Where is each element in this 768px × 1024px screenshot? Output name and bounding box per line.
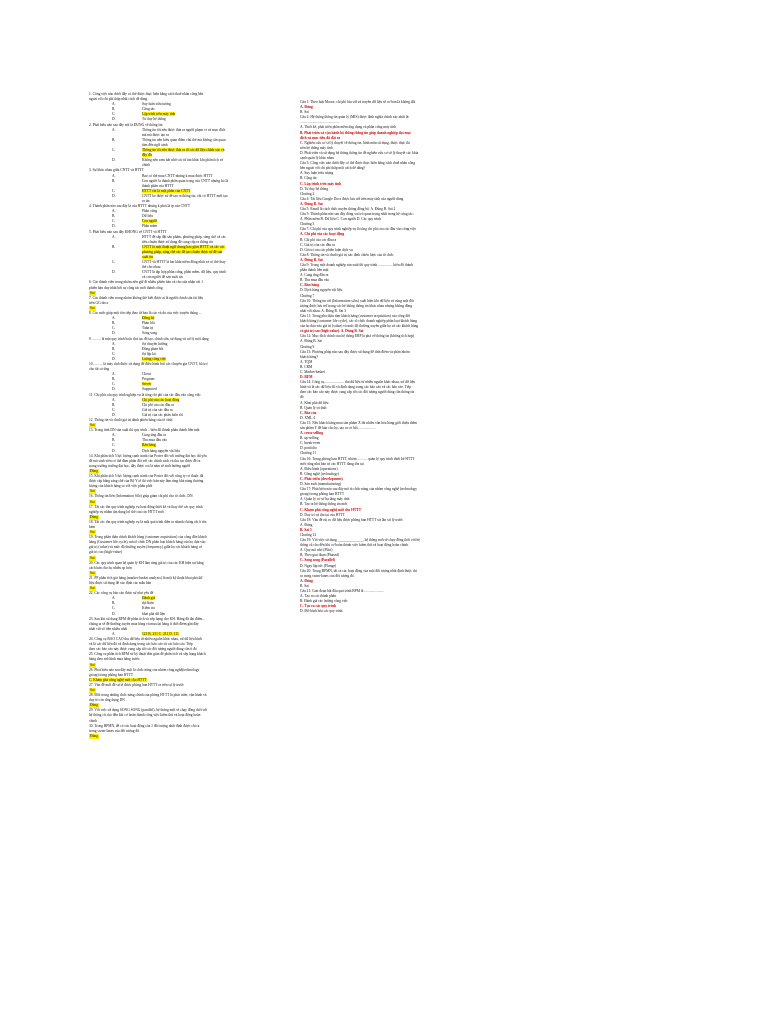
line-text: 12. Thông tin và chuỗi giá trị dành phiếu hàng của tổ chức — [89, 418, 174, 422]
option-text: Chi phí của các đầu ra — [142, 402, 175, 407]
line-text: C. Giá trị của các đầu ra — [300, 242, 335, 247]
option-letter: D. — [112, 356, 116, 361]
line-text: D. Mô hình hóa các quy trình — [300, 609, 343, 614]
option-text: Thông tin tốt nên được đưa ra từ các dữ liệu chính xác và — [142, 148, 225, 153]
option-letter: C. — [112, 326, 116, 331]
option-text: Sự lặp lại — [142, 351, 156, 356]
option-text: Không nên xem bất nhờ các từ tăn khác khi phân tích và — [142, 158, 224, 163]
option-letter: A. — [112, 316, 116, 321]
line-text: B. Phát triển và vận hành hệ thống thông tin giúp doanh nghiệp đạt mục — [300, 130, 412, 135]
line-text: hình và là các dữ liệu đó và định dạng trong các báo cáo và các báo cáo. Tiếp — [300, 385, 412, 390]
line-text: D. Dịch hàng nguyên vật liệu — [300, 288, 343, 293]
line-text: B. Thu mua đầu vào — [300, 278, 330, 283]
line-text: Sai — [90, 570, 95, 575]
line-text: sản phẩm Y để bán cho họ, tạo ra cơ hội ................... — [300, 426, 376, 430]
line-text: lượng của khách hàng so với việc phân phối — [89, 484, 153, 489]
line-text: Sai — [90, 586, 95, 591]
option-letter: D. — [112, 611, 116, 616]
option-text: dự đoán — [142, 601, 154, 606]
option-letter: A. — [112, 127, 116, 132]
line-text: 24. Công cụ BÁO CÁO thu dữ liệu từ nhiều nguồn khác nhau, xử dữ liệu hình — [89, 637, 202, 642]
option-text: Thông tin nên biểu quan điểm chủ thể mà không cần quan — [142, 137, 226, 142]
option-text: Program — [142, 377, 155, 382]
line-text: Đúng — [90, 733, 98, 738]
option-letter: C. — [112, 219, 116, 224]
option-letter: B. — [112, 137, 116, 142]
line-text: D. XML 4 — [300, 415, 315, 420]
option-letter: B. — [112, 214, 116, 219]
line-text: B. up-selling — [300, 436, 319, 441]
option-text: HTTT để sắp đặt sản phẩm, phương pháp, sáng chế và các — [142, 234, 226, 239]
option-text: Đồng bộ — [142, 316, 155, 321]
option-letter: D. — [112, 193, 116, 198]
line-text: C. break-even — [300, 441, 321, 446]
line-text: trên GG docs — [89, 300, 109, 305]
option-text: Bao có thể mua CNTT nhưng k mua được HTTT — [142, 173, 213, 178]
option-text: CNTT ko được sử dễ tạo ra thông tin, chỉ có HTTT mới tạo — [142, 193, 228, 198]
line-text: C. Lập trình trên máy tính — [300, 181, 342, 186]
line-text: trên hệ thống máy tính — [300, 145, 333, 150]
option-letter: C. — [112, 260, 116, 265]
line-text: 22. Các công cụ báo cáo được sử như yếu để — [89, 591, 154, 596]
option-text: 121 B. 231 C. 212 D. 111 — [142, 631, 179, 636]
line-text: theo các báo cáo này được cung cấp tới các đối tượng người dùng cần thông tin — [300, 390, 415, 395]
line-text: Chương 9 — [300, 344, 315, 349]
option-letter: D. — [112, 158, 116, 163]
line-text: 20. Các quy trình quan hệ quản lý KH làm tăng giá trị của các KH hiện tại bằng — [89, 560, 204, 565]
line-text: A. Phần mềm B. Dữ liệu C. Con người D. Các quy trình — [300, 217, 381, 222]
option-text: Song song — [142, 331, 158, 336]
line-text: C. Báo cáo — [300, 410, 317, 415]
line-text: hệ thống cũ cho đến khi cơ hoàn thành công việc kiểm thử và hoạt động hoàn — [89, 713, 201, 718]
line-text: tượng được lưu trữ trong các hệ thống thông tin khác nhau nhưng không đồng — [300, 303, 413, 308]
line-text: A. Khai phá dữ liệu — [300, 400, 329, 405]
option-text: thế cho nhau — [142, 265, 161, 270]
line-text: 25. Công cụ phân tích RFM sử kỹ thuật đơn giản để phân tích và xếp hạng khách — [89, 652, 206, 657]
line-text: A. Thiết kế, phát triển phần mềm ứng dụng và phần cứng máy tính — [300, 125, 396, 130]
line-text: 14. Khi phân tích 5 lực lượng cạnh tranh của Porter đối với trường đại học thì yếu — [89, 453, 207, 458]
option-text: Supported — [142, 387, 157, 392]
line-text: để mà sinh viên có thể đảm phán đối với các chính sách và thu tục được đề ra — [89, 458, 201, 463]
option-letter: A. — [112, 209, 116, 214]
line-text: Câu 21: Giai đoạn bắt đầu quá trình BPM là ...................... — [300, 589, 385, 593]
line-text: C. Phát triển (development) — [300, 476, 343, 481]
line-text: cách bán cho họ nhiều sp hơn — [89, 565, 132, 570]
line-text: hàng (Customer life cycle), mà tổ chức DN phân loại khách hàng của họ dựa vào — [89, 540, 206, 545]
line-text: 6. Các thành viên trong nhóm nên giữ đi nhiều phiên bản và cho sửa nhận xét 1 — [89, 280, 204, 285]
option-text: Tuần tự — [142, 326, 154, 331]
option-text: chính — [142, 163, 150, 168]
line-text: Sai — [90, 662, 95, 667]
line-text: Câu 13: Phương pháp nào sau đây được sử dụng để tính điểm và phân nhóm — [300, 349, 410, 354]
line-text: B. CRM — [300, 364, 313, 369]
line-text: A. TQM — [300, 359, 313, 364]
line-text: B. Quản lý tri thức — [300, 405, 328, 410]
option-letter: A. — [112, 173, 116, 178]
option-letter: D. — [112, 331, 116, 336]
line-text: 13. Trong tình DN sản xuất thì quy trình .. biểu đồ thành phần thành liên mặt — [89, 428, 200, 433]
option-letter: B. — [112, 438, 116, 443]
option-text: Kiểm tra — [142, 606, 155, 611]
line-text: Đúng — [90, 703, 98, 708]
line-text: phiên bản duy nhất bởi sự cộng tác mới thành công — [89, 285, 163, 290]
line-text: chúng ta sẽ đề thường xuyên mua hàng và mua lại hàng ít thời điểm gần đây — [89, 621, 199, 626]
line-text: 7. Các thành viên trong nhóm không thể biết được ai là người chỉnh sửa tài liệu — [89, 295, 204, 300]
line-text: mới cũng như bảo trì các HTTT đang tồn tại — [300, 461, 364, 466]
line-text: 19. Trong phần thân chính khách hàng (customer acquisition) của công đồn khách — [89, 535, 207, 540]
option-text: và con người để sản xuất tin — [142, 275, 183, 280]
line-text: B. Công nghệ (technology) — [300, 471, 340, 476]
line-text: nhất với nhau. A. Đúng B. Sai 3 — [300, 308, 347, 313]
line-text: Đúng — [90, 468, 98, 473]
line-text: B. Sai — [300, 110, 309, 115]
option-letter: A. — [112, 341, 116, 346]
option-letter: A. — [112, 102, 116, 107]
line-text: Sai — [90, 489, 95, 494]
line-text: hàng theo mô hình mua hàng trước. — [89, 657, 141, 662]
option-text: Con người là thành phần quan trọng của CNTT nhưng ko là — [142, 178, 229, 183]
line-text: 2. Phát biểu nào sau đây nói là ĐÚNG về thông tin: — [89, 122, 164, 127]
option-text: Phần cứng — [142, 209, 158, 214]
line-text: 10. ......... là máy tính được sử dụng để điều hành bởi các chuyên gia CNTT, hỗ trợ — [89, 361, 208, 366]
option-text: CNTT và HTTT là hai khái niệm đồng nhất và có thể thay — [142, 260, 226, 265]
line-text: A. Quy mô nhỏ (Pilot) — [300, 548, 333, 553]
option-text: tâm đến ngữ cảnh — [142, 142, 168, 147]
option-text: Lập trình trên máy tính — [142, 112, 176, 117]
option-letter: B. — [112, 402, 116, 407]
line-text: Câu 11: Trong pha thâu tóm khách hàng (customer acquisition) của công đời — [300, 313, 411, 318]
line-text: 11. Chỉ phù cúa quy trình nghiệp vụ là tổng chi phí của các đầu vào công việc — [89, 392, 201, 397]
line-text: Chương 3 — [300, 222, 315, 227]
option-letter: D. — [112, 224, 116, 229]
line-text: Câu 8: Thông tin và chuỗi giá trị xác định chiến lược của tổ chức — [300, 252, 394, 257]
line-text: A. Chi phí của các hoạt động — [300, 232, 345, 237]
line-text: 8. Các mức giúp một tôn tiếp theo từ bao là các và du của việc truyền thông ... — [89, 311, 202, 316]
line-text: B. Sai — [300, 583, 309, 588]
line-text: B. Sai 5 — [300, 527, 312, 532]
option-text: Giá trị của các phân luồn rồi — [142, 412, 183, 417]
line-text: 18. Tất các tôn quy trình nghiệp vụ là một quá trình diễn ra nhanh chóng rất ít tốn — [89, 519, 207, 524]
option-letter: A. — [112, 596, 116, 601]
line-text: nhất với số tiền nhiều nhất — [89, 626, 128, 631]
option-letter: C. — [112, 112, 116, 117]
option-text: phương pháp, sáng chế các để tạo chuẩn được sử để sản — [142, 249, 223, 254]
line-text: Chương 7 — [300, 293, 315, 298]
option-letter: A. — [112, 433, 116, 438]
line-text: 27. Văn đề mới đề sự tế được phòng ban HTTT ra trên sự lý trước — [89, 682, 184, 687]
line-text: D. Giá trị của các phiên luận dịch vụ — [300, 247, 353, 252]
line-text: D. Phát triển và sử dụng hệ thống thông tin để nghiên cứu cơ sở lý thuyết các khía — [300, 150, 419, 155]
line-text: Câu 10: Thông tin rời (Information silos) xuất hiện khi dữ liệu và cùng một đối — [300, 298, 414, 303]
option-text: Phần mềm — [142, 224, 158, 229]
option-text: Dữ liệu — [142, 214, 153, 219]
option-letter: C. — [112, 382, 116, 387]
line-text: thống cũ cho đến khi cơ hoàn thành việc kiểm thử và hoạt động hoàn chỉnh. — [300, 543, 410, 548]
option-text: tiêu chuẩn được sử dụng để cung cấp ra thông tin — [142, 239, 213, 244]
line-text: Câu 5: Thành phần nào sau đây đóng vai trò quan trọng nhất trong hệ cộng tác: — [300, 212, 414, 217]
line-text: Câu 12: Mục đích chính của hệ thống ERP là phá vỡ thông tin (không tích hợp) — [300, 334, 415, 339]
line-text: khách hàng? — [300, 354, 319, 359]
option-letter: C. — [112, 443, 116, 448]
line-text: duy trì các ứng dụng DN — [89, 698, 125, 703]
line-text: C. Khám phá công nghệ mới cho HTTT — [89, 677, 147, 682]
option-letter: A. — [112, 397, 116, 402]
line-text: kém — [89, 524, 96, 529]
option-text: HTTT chỉ là một phần của CNTT — [142, 188, 191, 193]
option-text: Thông tin tốt nên được đưa ra người phạm vi và mục đích — [142, 127, 226, 132]
option-letter: C. — [112, 351, 116, 356]
line-text: D. Ngay lập tức (Plunge) — [300, 563, 337, 568]
line-text: ............................................ — [300, 120, 340, 125]
line-text: cạnh quản lý khác nhau — [300, 156, 334, 161]
text-line — [300, 609, 490, 614]
line-text: Sai — [90, 305, 95, 310]
option-text: Luồng công việc — [142, 356, 167, 361]
line-text: Câu 4: Tài liệu Google Docs được lưu trữ trên máy tính của người dùng — [300, 196, 404, 201]
line-text: nghiệp vụ nhằm tận dụng lợi thế của các HTTT mới — [89, 509, 164, 514]
line-text: đó — [300, 395, 304, 400]
line-text: khách hàng (customer life cycle), các tổ chức doanh nghiệp phân loại khách hàng — [300, 319, 418, 324]
line-text: Câu 19: Với việc sử dụng ______________, hệ thống mới sẽ chạy đồng thời với hệ — [300, 538, 420, 543]
line-text: A. Điều hành (operations) — [300, 466, 338, 471]
line-text: giá trị (value) và mức độ thường xuyên (frequency) giữa họ các khách hàng có — [89, 545, 203, 550]
option-text: Thu mua đầu vào — [142, 438, 168, 443]
line-text: có giá trị cao (high-value). A. Đúng B. Sai — [300, 329, 364, 334]
option-text: Suy luận trừu tượng — [142, 102, 171, 107]
line-text: 4. Thành phần nào sau đây là của HTTT nhưng k phải là tp của CNTT — [89, 204, 191, 209]
option-text: Server — [142, 382, 152, 387]
line-text: Sai — [90, 555, 95, 560]
line-text: C. Market-basket — [300, 369, 325, 374]
line-text: Đúng — [90, 514, 98, 519]
line-text: được cấp bằng sáng chế của Bộ Y tế thì việc bán này làm tăng khả năng thương — [89, 479, 204, 484]
option-text: Con người — [142, 219, 158, 224]
option-text: Sự chuyển hướng — [142, 341, 168, 346]
line-text: Sai — [90, 423, 95, 428]
option-text: Client — [142, 372, 151, 377]
line-text: A. Cung ứng đầu ra — [300, 273, 329, 278]
answer-line — [89, 734, 284, 739]
line-text: D. RFM — [300, 375, 313, 380]
line-text: A. Đúng — [300, 578, 313, 583]
option-letter: B. — [112, 321, 116, 326]
option-letter: D. — [112, 448, 116, 453]
line-text: Câu 5: Email là cách thức truyền thông đồng bộ. A. Đúng B. Sai 2 — [300, 206, 396, 211]
line-text: D. Duy trì sự tồn tại của HTTT — [300, 512, 345, 517]
line-text: Chương 2 — [300, 191, 315, 196]
line-text: đích và mục tiêu đã đặt ra — [300, 135, 341, 140]
line-text: Câu 9: Trong một doanh nghiệp sản xuất thì quy trình ................ biểu đồ thành — [300, 263, 413, 267]
option-text: CNTT là tập hợp phần cứng, phần mềm, dữ liệu, quy trình — [142, 270, 226, 275]
option-text: CNTT là một thuật ngữ chung bao gồm HTTT và các các — [142, 244, 225, 249]
option-letter: C. — [112, 407, 116, 412]
line-text: giá trị cao (high-value) — [89, 550, 123, 555]
line-text: 3. Sự khác nhau giữa CNTT và HTTT — [89, 168, 144, 173]
line-text: Sai — [90, 687, 95, 692]
line-text: Câu 16: Trong phòng ban HTTT, nhóm ........... quản lý quy trình thiết kế HTTT — [300, 456, 415, 461]
option-text: Dịch hàng nguyên vật liệu — [142, 448, 180, 453]
line-text: và là các dữ liệu đó và định dạng trong các báo cáo và các báo cáo. Tiếp — [89, 642, 193, 647]
line-text: C. Nghiên cứu cơ sở lý thuyết về thông tin, hình mẫu sử dụng, được thực thi — [300, 140, 410, 145]
option-text: đầy đủ — [142, 153, 152, 158]
line-text: trong trường trường đại học, đây được coi là năm sẽ sinh hướng người — [89, 463, 191, 468]
option-text: Đánh giá — [142, 596, 156, 601]
line-text: Sai — [90, 290, 95, 295]
line-text: B. Chi phí của các đầu ra — [300, 237, 337, 242]
line-text: A. Đúng B. Sai — [300, 339, 323, 344]
line-text: Câu 1: Theo luật Moore, chi phí lưu trữ và truyền dữ liệu sẽ cơ bản là không đổi — [300, 100, 416, 104]
line-text: 26. Phát biểu nào sau đây một là chức năng của nhóm công nghệ(technology — [89, 667, 200, 672]
left-column — [89, 92, 284, 739]
line-text: Câu 2: Hệ thống thông tin quản lý (MIS) được định nghĩa chính xác nhất là: — [300, 115, 410, 120]
line-text: Câu 18: Vấn đề rủi ro dữ liệu được phòng ban HTTT xử lần xử lý trước — [300, 517, 404, 522]
option-text: khai phá dữ liệu — [142, 611, 166, 616]
line-text: group) trong phòng ban HTTT — [89, 672, 134, 677]
line-text: D. Sản xuất (manufacturing) — [300, 482, 342, 487]
line-text: A. Đúng B. Sai — [300, 257, 323, 262]
line-text: 30. Trong BPMN, để có các hoạt động của 1 đối tượng nhất định được chỉ ra — [89, 723, 200, 728]
line-text: liệu được sử dụng để xác định các mẫu bán — [89, 581, 152, 585]
line-text: 15. Khi phân tích 5 lực lượng cạnh tranh của Porter đối với công ty cơ thuộc đã — [89, 474, 204, 479]
line-text: Câu 7: Chi phí của quy trình nghiệp vụ là tổng chi phí của các đầu vào công việc — [300, 227, 417, 232]
line-text: A. Quản lý cơ sở hạ tầng máy tính — [300, 497, 350, 502]
option-letter: D. — [112, 117, 116, 122]
option-text: Cung ứng đầu ra — [142, 433, 167, 438]
line-text: theo các báo cáo này được cung cấp tới các đối tượng người dùng cần ít đó — [89, 647, 197, 652]
option-text: Đóng phản hồi — [142, 346, 164, 351]
line-text: C. Tạo ra các quy trình — [300, 604, 336, 609]
option-text: Chi phí của các hoạt động — [142, 397, 180, 402]
line-text: B. Cộng tác — [300, 176, 318, 181]
option-letter: B. — [112, 346, 116, 351]
option-text: Công tác — [142, 107, 155, 112]
option-letter: C. — [112, 188, 116, 193]
option-text: Phản hồi — [142, 321, 155, 326]
right-column — [300, 100, 490, 614]
option-letter: D. — [112, 270, 116, 275]
line-text: trong swim-lanes của đối tượng đó. — [89, 728, 140, 733]
line-text: Câu 20: Trong BPMN, tất cả các hoạt động của một đối tượng nhất định được chỉ — [300, 568, 418, 573]
line-text: Chương 11 — [300, 451, 316, 456]
line-text: 23. Sau khi sử dụng RFM để phân tích và xếp hạng cho KH. Hãng đã đạt điểm... — [89, 616, 205, 621]
line-text: 16. Thông tin liên (Information Silo) giúp giảm chi phí cho tổ chức, DN — [89, 494, 193, 499]
line-text: C. Khám phá công nghệ mới cho HTTT — [300, 507, 362, 512]
line-text: Chương 12 — [300, 532, 317, 537]
line-text: 28. Mối trong những chức năng chính của phòng HTTT là phát triển, vận hành và — [89, 693, 207, 698]
line-text: A. cross-selling — [300, 431, 324, 436]
option-letter: C. — [112, 606, 116, 611]
option-letter: C. — [112, 148, 116, 153]
line-text: 5. Phát biểu nào sau đây KHÔNG về CNTT và HTTT — [89, 229, 167, 234]
line-text: C. Bán hàng — [300, 283, 320, 288]
option-text: ra tin — [142, 198, 150, 203]
line-text: phần thành liên mặt — [300, 268, 329, 273]
line-text: D. portfolio — [300, 446, 317, 451]
line-text: ra trong swim-lanes của đối tượng đó. — [300, 573, 355, 578]
option-letter: A. — [112, 372, 116, 377]
option-text: xuất tin — [142, 255, 153, 259]
line-text: ngoài với chi phí thấp nhất cách dễ dàng — [89, 97, 148, 102]
option-text: Giá trị của các đầu ra — [142, 407, 173, 412]
line-text: chỉnh — [89, 718, 97, 723]
option-letter: B. — [112, 601, 116, 606]
line-text: B. Theo giai đoạn (Phased) — [300, 553, 340, 558]
line-text: A. Đúng — [300, 105, 313, 110]
option-letter: B. — [112, 377, 116, 382]
option-letter: B. — [112, 107, 116, 112]
line-text: Câu 15: Nếu khách hàng mua sản phẩm X thì nhiều vẫn hóa hàng giới thiệu thêm — [300, 420, 418, 425]
option-letter: A. — [112, 234, 116, 239]
line-text: Câu 3: Công việc nào dưới đây có thể được thực hiện bằng cách thuê nhân công — [300, 161, 416, 166]
line-text: C. Song song (Parallel) — [300, 558, 336, 563]
option-text: mà mà được tạo ra — [142, 132, 169, 137]
option-text: Bán hàng — [142, 443, 156, 448]
line-text: Câu 17: Phát biểu nào sau đây mô tả chức năng của nhóm công nghệ (technology — [300, 487, 418, 492]
line-text: 17. Tất các tôn quy trình nghiệp vụ hoạt động thiết kế và thay thế các quy trình — [89, 504, 203, 509]
line-text: A. Suy luận trừu tượng — [300, 171, 334, 176]
option-letter: D. — [112, 387, 116, 392]
line-text: A. Đúng B. Sai — [300, 201, 323, 206]
option-letter: B. — [112, 244, 116, 249]
line-text: 9. ......... là một quy trình hoặc thư tục để tạo, chỉnh sửa, sử dụng và xử lý một dạng — [89, 336, 209, 341]
option-letter: B. — [112, 178, 116, 183]
line-text: của họ dựa vào giá trị (value) và mức độ thường xuyên giữa họ và các khách hàng — [300, 324, 419, 329]
line-text: Câu 14: Công cụ...................... thu dữ liệu từ nhiều nguồn khác nhau, xử dữ liệu — [300, 380, 416, 385]
line-text: B. Tạo ra hệ thống thông tin mới — [300, 502, 348, 507]
line-text: 29. Với việc sử dụng SONG SONG (parallel), hệ thống mới sẽ chạy đồng thời với — [89, 708, 208, 713]
line-text: A. Đúng — [300, 522, 313, 527]
line-text: Sai — [90, 530, 95, 535]
line-text: B. Đánh giá các hướng công việc — [300, 599, 348, 604]
line-text: bên ngoài với chi phí thấp một cách dễ dàng? — [300, 166, 366, 171]
line-text: group) trong phòng ban HTTT — [300, 492, 345, 497]
line-text: 21. PP phân tích giỏ hàng (market-basket analysis) là một kỹ thuật khai phá dữ — [89, 575, 203, 580]
option-text: thành phần của HTTT — [142, 183, 174, 188]
line-text: cho tất cả ứng — [89, 367, 110, 372]
option-text: Tư duy hệ thống — [142, 117, 166, 122]
option-letter: D. — [112, 412, 116, 417]
line-text: Sai — [90, 499, 95, 504]
line-text: D. Tư duy hệ thống — [300, 186, 329, 191]
option-letter: A. — [112, 631, 116, 636]
line-text: A. Tạo ra các thành phần — [300, 594, 337, 599]
line-text: 1. Công việc nào dưới đây có thể được thực hiện bằng cách thuê nhân công bên — [89, 92, 204, 96]
